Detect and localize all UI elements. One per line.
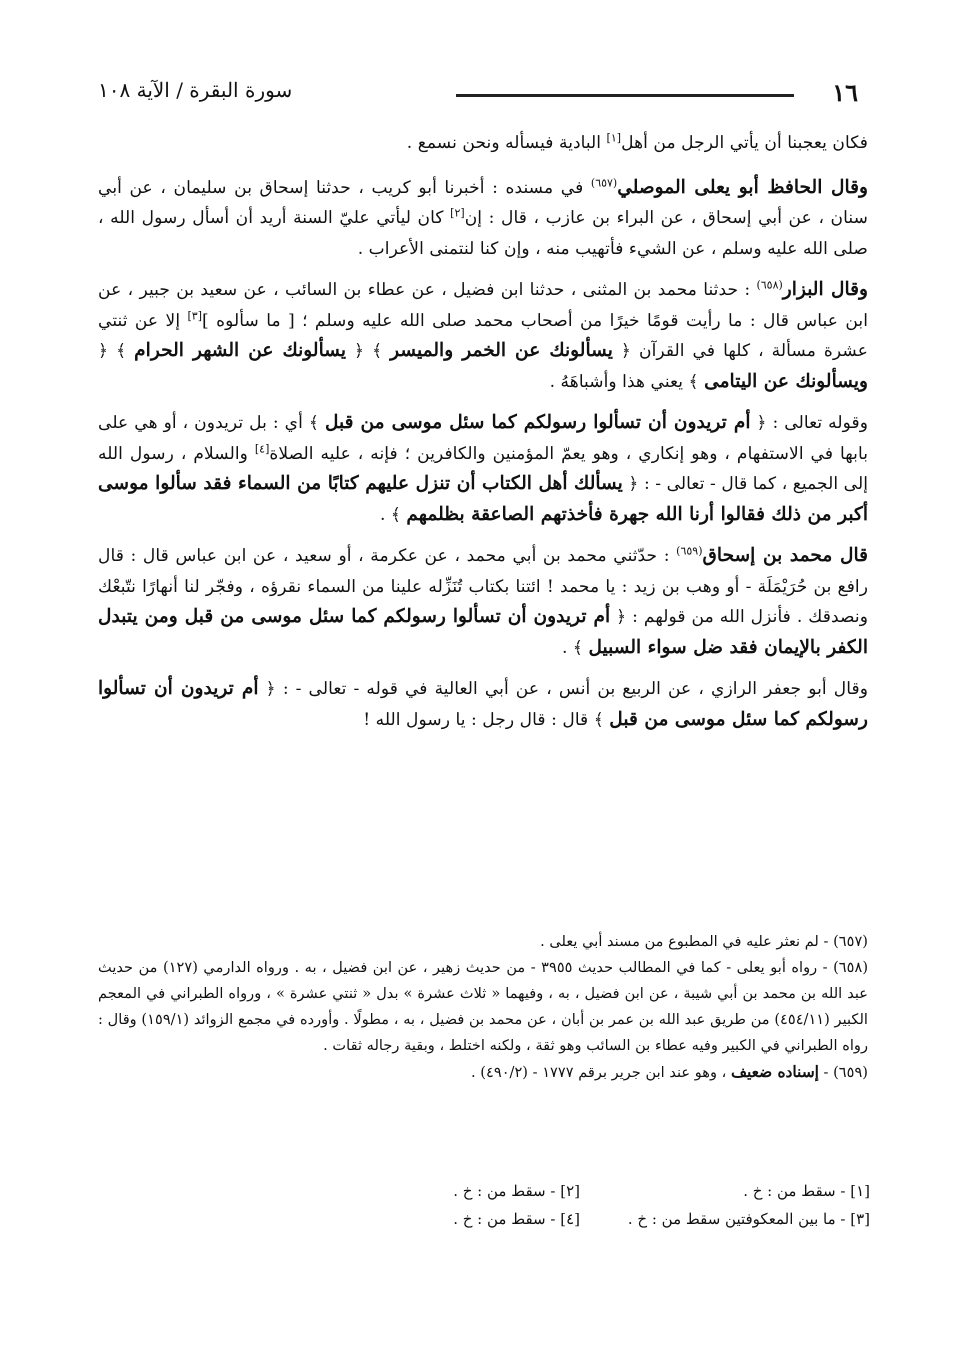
variant-marker: [٣] [187, 308, 203, 322]
text: كان ليأتي عليّ السنة أريد أن أسأل رسول الله ، صلى الله عليه وسلم ، عن الشيء فأتهيب منه ، وإن كنا لنتمنى الأعراب . [98, 208, 868, 259]
footnote-ref: (٦٥٩) [676, 544, 703, 558]
quran-quote: يسألونك عن الخمر والميسر [390, 340, 613, 361]
narrator-heading: وقال البزار [782, 279, 868, 300]
paragraph-4 [98, 408, 868, 530]
footnotes [98, 929, 868, 1086]
quran-quote: يسألك أهل الكتاب أن تنزل عليهم كتابًا من السماء فقد سألوا موسى أكبر من ذلك فقالوا أرنا الله جهرة فأخذتهم الصاعقة بظلمهم [98, 473, 868, 525]
narrator-heading: قال محمد بن إسحاق [702, 545, 869, 566]
main-text [98, 128, 868, 746]
variants-row [290, 1205, 870, 1233]
page-number: ١٦ [832, 78, 858, 107]
text: ﴾ قال : قال رجل : يا رسول الله ! [363, 709, 610, 730]
footnote-ref: (٦٥٧) [590, 175, 618, 189]
text: وقال أبو جعفر الرازي ، عن الربيع بن أنس ، عن أبي العالية في قوله - تعالى - : ﴿ [258, 679, 868, 699]
footnote-ref: (٦٥٨) [756, 278, 783, 292]
variant-marker: [١] [606, 131, 622, 145]
text: وقوله تعالى : ﴿ [750, 413, 868, 433]
variant-marker: [٤] [254, 441, 270, 455]
variant-2: [٢] - سقط من : خ . [453, 1182, 580, 1200]
text: ﴾ ﴿ [346, 341, 391, 361]
quran-quote: أم تريدون أن تسألوا رسولكم كما سئل موسى من قبل [324, 412, 751, 433]
quran-quote: أم تريدون أن تسألوا رسولكم كما سئل موسى من قبل [98, 678, 868, 730]
quran-quote: يسألونك عن الشهر الحرام [134, 340, 347, 361]
grading-label: إسناده ضعيف [731, 1063, 819, 1081]
text: إلا عن ثنتي عشرة مسألة ، كلها في القرآن ﴿ [98, 310, 868, 361]
text: ، وهو عند ابن جرير برقم ١٧٧٧ - (٤٩٠/٢) . [471, 1064, 732, 1081]
quran-quote: أم تريدون أن تسألوا رسولكم كما سئل موسى من قبل ومن يتبدل الكفر بالإيمان فقد ضل سواء السبيل [98, 606, 868, 658]
running-title: سورة البقرة / الآية ١٠٨ [98, 78, 293, 102]
text: ﴾ . [379, 504, 407, 525]
page-header [98, 78, 858, 114]
narrator-heading: وقال الحافظ أبو يعلى الموصلي [617, 176, 868, 198]
variants-row [290, 1177, 870, 1205]
text: ﴾ . [561, 637, 589, 658]
text: : حدّثني محمد بن أبي محمد ، عن عكرمة ، أو سعيد ، عن ابن عباس قال : قال رافع بن حُرَيْمَلَة - أو وهب بن زيد : يا محمد ! ائتنا بكتاب تُنَزِّله علينا من السماء نقرؤه ، وفجّر لنا أنهارًا نتّبعْك ونصدقك . فأنزل الله من قولهم : ﴿ [98, 546, 868, 627]
text: ﴾ أي : بل تريدون ، أو هي على بابها في الاستفهام ، وهو إنكاري ، وهو يعمّ المؤمنين والكافرين ؛ فإنه ، عليه الصلاة [98, 413, 868, 464]
paragraph-2 [98, 173, 868, 265]
variant-4: [٤] - سقط من : خ . [453, 1210, 580, 1228]
text: والسلام ، رسول الله إلى الجميع ، كما قال - تعالى - : ﴿ [98, 443, 869, 494]
footnote-657: (٦٥٧) - لم نعثر عليه في المطبوع من مسند أبي يعلى . [540, 933, 868, 950]
paragraph-1 [98, 128, 868, 159]
header-rule [456, 94, 794, 97]
variant-3: [٣] - ما بين المعكوفتين سقط من : خ . [627, 1210, 870, 1228]
paragraph-6 [98, 674, 868, 735]
text: ﴾ ﴿ [98, 341, 135, 361]
text: فكان يعجبنا أن يأتي الرجل من أهل [621, 133, 868, 153]
paragraph-5 [98, 541, 868, 663]
variant-1: [١] - سقط من : خ . [743, 1182, 870, 1200]
footnote-658: (٦٥٨) - رواه أبو يعلى - كما في المطالب حديث ٣٩٥٥ - من حديث زهير ، عن ابن فضيل ، به . ورواه الدارمي (١٢٧) من حديث عبد الله بن محمد بن أبي شيبة ، عن ابن فضيل ، به ، وفيهما « ثلاث عشرة » بدل « ثنتي عشرة » ، ورواه الطبراني في المعجم الكبير (٤٥٤/١١) من طريق عبد الله بن عمر بن أبان ، عن محمد بن فضيل ، به ، مطولًا . وأورده في مجمع الزوائد (١٥٩/١) وقال : رواه الطبراني في الكبير وفيه عطاء بن السائب وهو ثقة ، ولكنه اختلط ، وبقية رجاله ثقات . [98, 959, 869, 1054]
paragraph-3 [98, 275, 868, 397]
text: البادية فيسأله ونحن نسمع . [406, 133, 607, 153]
quran-quote: ويسألونك عن اليتامى [704, 370, 868, 392]
text: : حدثنا محمد بن المثنى ، حدثنا ابن فضيل ، عن عطاء بن السائب ، عن سعيد بن جبير ، عن ابن عباس قال : ما رأيت قومًا خيرًا من أصحاب محمد صلى الله عليه وسلم ؛ [ ما سألوه ] [98, 280, 868, 331]
text: (٦٥٩) - [818, 1064, 868, 1081]
text: ﴾ يعني هذا وأشباهَهُ . [549, 371, 705, 392]
manuscript-variants [290, 1177, 870, 1233]
footnote-659 [98, 1059, 868, 1086]
text: في مسنده : أخبرنا أبو كريب ، حدثنا إسحاق بن سليمان ، عن أبي سنان ، عن أبي إسحاق ، عن البراء بن عازب ، قال : إن [98, 177, 868, 228]
variant-marker: [٢] [450, 206, 465, 220]
